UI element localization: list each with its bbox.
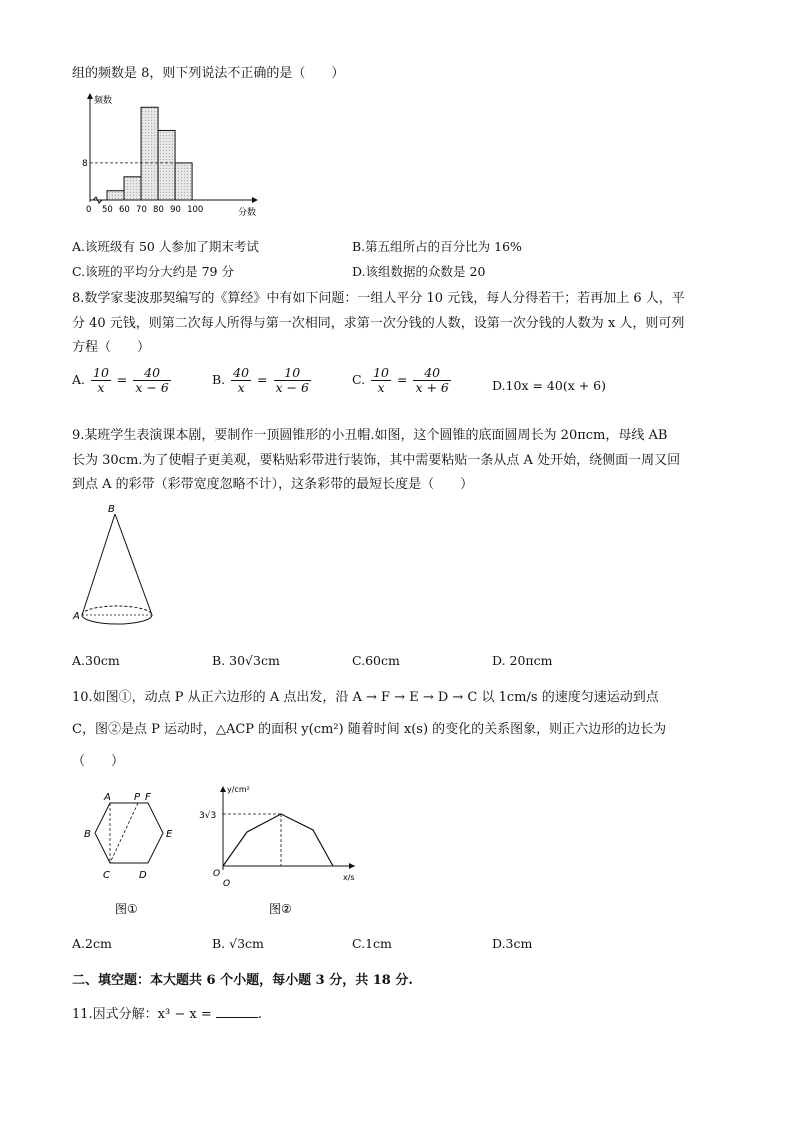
graph-origin-1: O xyxy=(213,869,221,879)
q9-option-a[interactable]: A.30cm xyxy=(72,653,120,668)
q10-option-c[interactable]: C.1cm xyxy=(352,936,392,951)
histogram-x-tick: 70 xyxy=(136,205,147,215)
graph-x-label: x/s xyxy=(343,873,355,882)
q11-line xyxy=(72,1003,262,1022)
fig1-caption: 图① xyxy=(115,902,138,916)
q11-text: 11.因式分解：x³ − x = xyxy=(72,1007,212,1022)
histogram-x-tick: 100 xyxy=(187,205,204,215)
q9-line-2: 长为 30cm.为了使帽子更美观，要粘贴彩带进行装饰，其中需要粘贴一条从点 A 处开始，绕侧面一周又回 xyxy=(72,453,681,468)
q10-graph-figure xyxy=(195,780,365,920)
graph-x-arrow xyxy=(349,863,355,869)
hex-label-f: F xyxy=(145,792,151,803)
histogram-bar-3 xyxy=(158,130,175,200)
cone-label-b: B xyxy=(108,504,115,515)
histogram-bar-2 xyxy=(141,107,158,200)
q8-option-d[interactable]: D.10x = 40(x + 6) xyxy=(492,378,607,393)
hex-label-c: C xyxy=(103,870,110,881)
q10-option-a[interactable]: A.2cm xyxy=(72,936,112,951)
graph-y-mark: 3√3 xyxy=(199,811,217,821)
graph-area-curve xyxy=(223,814,333,866)
q11-answer-blank[interactable] xyxy=(216,1005,258,1018)
q10-line-2: C，图②是点 P 运动时，△ACP 的面积 y(cm²) 随着时间 x(s) 的变化的关系图象，则正六边形的边长为 xyxy=(72,722,667,737)
hex-label-p: P xyxy=(134,792,141,803)
q10-line-3: （ ） xyxy=(72,754,125,769)
histogram-y-mark: 8 xyxy=(82,158,88,169)
histogram-x-tick: 60 xyxy=(119,205,130,215)
histogram-x-arrow xyxy=(252,197,258,203)
fig2-caption: 图② xyxy=(269,902,292,916)
q10-option-b[interactable]: B. √3cm xyxy=(212,936,264,951)
graph-y-arrow xyxy=(220,786,226,792)
q8-option-b[interactable]: B. $\frac{40}{x}$ = $\frac{10}{x - 6}$ xyxy=(212,365,309,395)
q7-option-d[interactable]: D.该组数据的众数是 20 xyxy=(352,264,486,279)
cone-base-back xyxy=(82,606,152,615)
cone-label-a: A xyxy=(73,611,80,622)
graph-y-label: y/cm² xyxy=(227,785,250,794)
histogram-bar-1 xyxy=(124,177,141,200)
q7-histogram xyxy=(72,92,272,220)
q9-option-d[interactable]: D. 20πcm xyxy=(492,653,553,668)
q9-line-1: 9.某班学生表演课本剧，要制作一顶圆锥形的小丑帽.如图，这个圆锥的底面圆周长为 20πcm，母线 AB xyxy=(72,428,668,443)
q7-option-c[interactable]: C.该班的平均分大约是 79 分 xyxy=(72,264,234,279)
q9-option-c[interactable]: C.60cm xyxy=(352,653,400,668)
histogram-bar-0 xyxy=(107,191,124,200)
q10-line-1: 10.如图①，动点 P 从正六边形的 A 点出发，沿 A → F → E → D → C 以 1cm/s 的速度匀速运动到点 xyxy=(72,690,659,705)
section-2-heading: 二、填空题：本大题共 6 个小题，每小题 3 分，共 18 分. xyxy=(72,973,413,988)
hex-label-a: A xyxy=(104,792,111,803)
hex-label-d: D xyxy=(139,870,147,881)
cone-left-edge xyxy=(82,514,115,615)
cone-right-edge xyxy=(115,514,152,615)
q7-option-a[interactable]: A.该班级有 50 人参加了期末考试 xyxy=(72,239,259,254)
q11-end: . xyxy=(257,1007,263,1022)
q9-cone-figure xyxy=(72,500,172,635)
histogram-x-tick: 0 xyxy=(86,205,92,215)
q8-option-c[interactable]: C. $\frac{10}{x}$ = $\frac{40}{x + 6}$ xyxy=(352,365,449,395)
hexagon-dashed-pc xyxy=(110,803,138,863)
hexagon-outline xyxy=(95,803,163,863)
histogram-bar-4 xyxy=(175,163,192,200)
histogram-y-arrow xyxy=(87,93,93,99)
q8-line-1: 8.数学家斐波那契编写的《算经》中有如下问题：一组人平分 10 元钱，每人分得若干；若再加上 6 人，平 xyxy=(72,291,685,306)
hex-label-b: B xyxy=(84,829,91,840)
q9-line-3: 到点 A 的彩带（彩带宽度忽略不计），这条彩带的最短长度是（ ） xyxy=(72,477,474,492)
histogram-x-tick: 80 xyxy=(153,205,164,215)
cone-base-front xyxy=(82,615,152,624)
hex-label-e: E xyxy=(166,829,173,840)
histogram-x-tick: 50 xyxy=(102,205,113,215)
q7-option-b[interactable]: B.第五组所占的百分比为 16% xyxy=(352,239,522,254)
q8-option-a[interactable]: A. $\frac{10}{x}$ = $\frac{40}{x - 6}$ xyxy=(72,365,169,395)
histogram-x-tick: 90 xyxy=(170,205,181,215)
q9-option-b[interactable]: B. 30√3cm xyxy=(212,653,280,668)
q8-line-2: 分 40 元钱，则第二次每人所得与第一次相同，求第一次分钱的人数，设第一次分钱的人数为 x 人，则可列 xyxy=(72,316,685,331)
q8-line-3: 方程（ ） xyxy=(72,340,151,355)
q10-option-d[interactable]: D.3cm xyxy=(492,936,533,951)
histogram-y-label: 频数 xyxy=(94,96,113,106)
q7-stem-tail: 组的频数是 8，则下列说法不正确的是（ ） xyxy=(72,66,345,81)
histogram-x-label: 分数 xyxy=(238,208,257,218)
q10-hexagon-figure xyxy=(72,790,182,920)
graph-origin-2: O xyxy=(223,879,231,889)
